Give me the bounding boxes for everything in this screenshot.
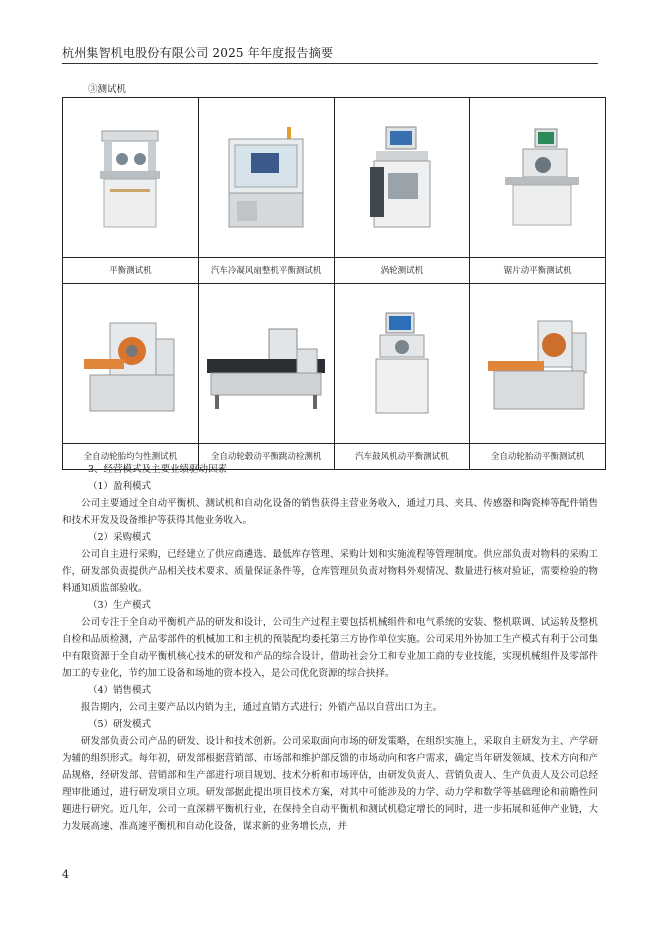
subsection-heading: （1）盈利模式: [88, 481, 152, 492]
report-header: 杭州集智机电股份有限公司 2025 年年度报告摘要: [62, 46, 334, 60]
machine-caption: 全自动轮胎均匀性测试机: [63, 444, 199, 470]
balance-tester-image: [63, 98, 199, 258]
condenser-fan-balance-tester-image: [198, 98, 334, 258]
machine-caption: 汽车冷凝风扇整机平衡测试机: [198, 258, 334, 284]
subsection-heading: （3）生产模式: [88, 600, 152, 611]
tire-balance-tester-image: [470, 284, 606, 444]
paragraph: 公司自主进行采购，已经建立了供应商遴选、最低库存管理、采购计划和实施流程等管理制度。供应部负责对物料的采购工作，研发部负责提供产品相关技术要求、质量保证条件等，仓库管理员负责对物料外观情况、数量进行核对验证，需要检验的物料通知质监部验收。: [62, 549, 598, 594]
report-body: [62, 461, 598, 835]
saw-blade-balance-tester-image: [470, 98, 606, 258]
paragraph: 研发部负责公司产品的研发、设计和技术创新。公司采取面向市场的研发策略，在组织实施上，采取自主研发为主、产学研为辅的组织形式。每年初，研发部根据营销部、市场部和维护部反馈的市场动向和客户需求，确定当年研发领域、技术方向和产品规格，经研发部、营销部和生产部进行项目规划、技术分析和市场评估，由研发负责人、营销负责人、生产负责人及公司总经理审批通过，进行研发项目立项。研发部据此提出项目技术方案，对其中可能涉及的力学、动力学和数学等基础理论和前瞻性问题进行研究。近几年，公司一直深耕平衡机行业，在保持全自动平衡机和测试机稳定增长的同时，进一步拓展和延伸产业链，大力发展高速、准高速平衡机和自动化设备，谋求新的业务增长点，并: [62, 736, 598, 832]
machine-caption: 锯片动平衡测试机: [470, 258, 606, 284]
paragraph: 报告期内，公司主要产品以内销为主，通过直销方式进行；外销产品以自营出口为主。: [81, 702, 443, 713]
header-divider: [62, 63, 598, 64]
paragraph: 公司主要通过全自动平衡机、测试机和自动化设备的销售获得主营业务收入，通过刀具、夹具、传感器和陶瓷棒等配件销售和技术开发及设备维护等获得其他业务收入。: [62, 498, 598, 526]
wheel-hub-runout-tester-image: [198, 284, 334, 444]
paragraph: 公司专注于全自动平衡机产品的研发和设计，公司生产过程主要包括机械组件和电气系统的安装、整机联调、试运转及整机自检和品质检测，产品零部件的机械加工和主机的预装配均委托第三方协作单位实施。公司采用外协加工生产模式有利于公司集中有限资源于全自动平衡机核心技术的研发和产品的综合设计，借助社会分工和专业加工商的专业技能，实现机械组件及零部件加工的专业化，节约加工设备和场地的资本投入，是公司优化资源的综合抉择。: [62, 617, 598, 679]
machine-caption: 涡轮测试机: [334, 258, 470, 284]
machine-caption: 全自动轮胎动平衡测试机: [470, 444, 606, 470]
machine-caption: 平衡测试机: [63, 258, 199, 284]
machine-caption: 汽车鼓风机动平衡测试机: [334, 444, 470, 470]
section-label: ③测试机: [88, 84, 127, 95]
page-number: 4: [62, 868, 69, 881]
section-heading: 3、经营模式及主要业绩驱动因素: [88, 464, 228, 475]
turbo-tester-image: [334, 98, 470, 258]
tire-uniformity-tester-image: [63, 284, 199, 444]
machine-caption: 全自动轮毂动平衡跳动检测机: [198, 444, 334, 470]
blower-balance-tester-image: [334, 284, 470, 444]
subsection-heading: （2）采购模式: [88, 532, 152, 543]
subsection-heading: （4）销售模式: [88, 685, 152, 696]
subsection-heading: （5）研发模式: [88, 719, 152, 730]
machine-photo-grid: [62, 97, 606, 470]
